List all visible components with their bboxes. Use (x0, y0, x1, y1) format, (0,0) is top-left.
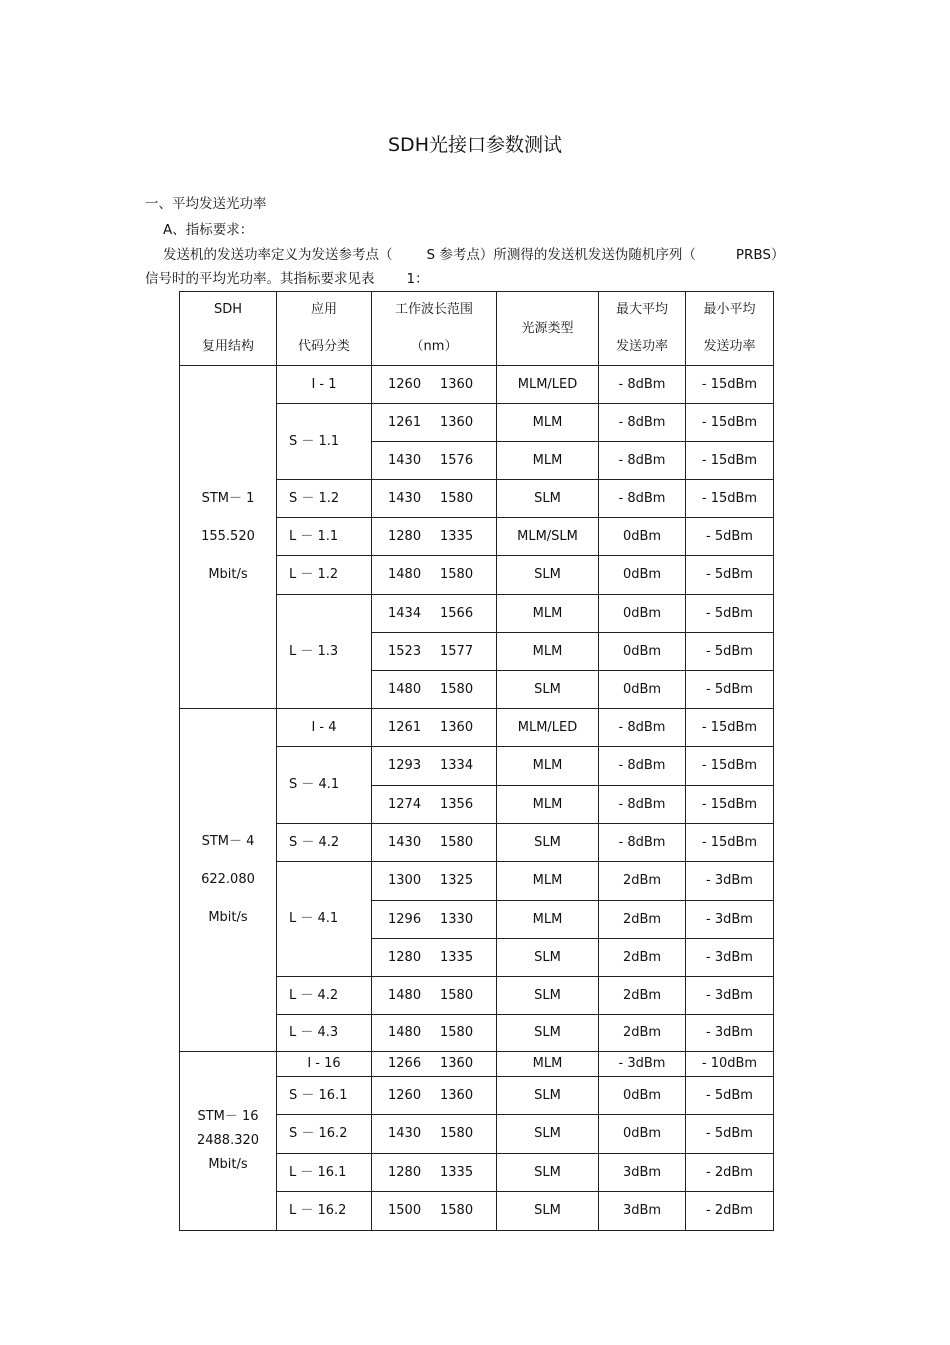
wavelength-cell (372, 633, 497, 671)
wavelength-range (372, 1087, 496, 1105)
wavelength-max: 1580 (440, 1025, 474, 1040)
max-power-cell: - 8dBm (599, 709, 686, 747)
wavelength-range (372, 1055, 496, 1073)
max-power-cell: - 3dBm (599, 1052, 686, 1077)
wavelength-max: 1356 (440, 796, 474, 812)
min-power-cell: - 2dBm (686, 1192, 774, 1231)
wavelength-min: 1280 (388, 1164, 422, 1180)
source-cell: SLM (497, 1192, 599, 1231)
header-text: 光源类型 (521, 320, 574, 336)
wavelength-min: 1274 (388, 796, 422, 812)
wavelength-range (372, 757, 496, 775)
subheading: A、指标要求： (163, 222, 254, 238)
table-ref: 1： (406, 271, 429, 287)
min-power-cell: - 10dBm (686, 1052, 774, 1077)
code-cell: L － 4.2 (277, 977, 372, 1015)
code-cell: L － 4.3 (277, 1015, 372, 1052)
wavelength-max: 1580 (440, 834, 474, 850)
source-cell: SLM (497, 556, 599, 595)
structure-text: STM－ 4 (201, 834, 255, 849)
paragraph-text: 信号时的平均光功率。其指标要求见表 (145, 271, 375, 287)
wavelength-range (372, 490, 496, 508)
max-power-cell: - 8dBm (599, 404, 686, 442)
wavelength-min: 1300 (388, 873, 422, 888)
header-text: 工作波长范围 (394, 302, 473, 317)
structure-cell (180, 366, 277, 709)
wavelength-range (372, 1202, 496, 1220)
source-cell: MLM (497, 404, 599, 442)
max-power-cell: 3dBm (599, 1192, 686, 1231)
wavelength-cell (372, 1192, 497, 1231)
wavelength-cell (372, 1077, 497, 1115)
wavelength-min: 1500 (388, 1203, 422, 1218)
wavelength-min: 1434 (388, 605, 422, 621)
max-power-cell: 0dBm (599, 1115, 686, 1154)
header-text: 代码分类 (297, 339, 350, 354)
max-power-cell: 2dBm (599, 977, 686, 1015)
header-cell (497, 292, 599, 366)
min-power-cell: - 15dBm (686, 366, 774, 404)
wavelength-min: 1280 (388, 528, 422, 544)
wavelength-min: 1430 (388, 490, 422, 506)
header-text: 复用结构 (201, 339, 254, 354)
wavelength-max: 1580 (440, 567, 474, 582)
wavelength-max: 1335 (440, 528, 474, 544)
code-cell: S － 1.1 (277, 404, 372, 480)
min-power-cell: - 2dBm (686, 1154, 774, 1192)
source-cell: MLM (497, 633, 599, 671)
wavelength-range (372, 605, 496, 623)
source-cell: MLM (497, 1052, 599, 1077)
structure-text: STM－ 16 (197, 1109, 259, 1124)
wavelength-range (372, 643, 496, 661)
wavelength-range (372, 987, 496, 1005)
source-cell: SLM (497, 1077, 599, 1115)
wavelength-cell (372, 404, 497, 442)
wavelength-max: 1360 (440, 1056, 474, 1071)
wavelength-range (372, 528, 496, 546)
source-cell: SLM (497, 824, 599, 862)
wavelength-cell (372, 824, 497, 862)
wavelength-range (372, 1024, 496, 1042)
code-cell: I - 16 (277, 1052, 372, 1077)
structure-cell (180, 1052, 277, 1231)
structure-text: 155.520 (201, 529, 255, 544)
header-cell (277, 292, 372, 366)
wavelength-min: 1430 (388, 452, 422, 468)
max-power-cell: 3dBm (599, 1154, 686, 1192)
wavelength-max: 1580 (440, 1203, 474, 1218)
wavelength-range (372, 566, 496, 584)
wavelength-cell (372, 518, 497, 556)
wavelength-cell (372, 747, 497, 786)
source-cell: SLM (497, 1154, 599, 1192)
wavelength-max: 1330 (440, 911, 474, 927)
header-text: 发送功率 (703, 339, 756, 354)
min-power-cell: - 15dBm (686, 442, 774, 480)
max-power-cell: - 8dBm (599, 442, 686, 480)
source-cell: MLM/LED (497, 709, 599, 747)
min-power-cell: - 15dBm (686, 747, 774, 786)
wavelength-cell (372, 366, 497, 404)
header-text: 应用 (310, 302, 337, 317)
wavelength-max: 1580 (440, 987, 474, 1003)
wavelength-max: 1580 (440, 490, 474, 506)
wavelength-cell (372, 480, 497, 518)
wavelength-max: 1334 (440, 758, 474, 773)
min-power-cell: - 5dBm (686, 671, 774, 709)
wavelength-min: 1280 (388, 949, 422, 965)
code-cell: L － 4.1 (277, 862, 372, 977)
wavelength-min: 1266 (388, 1056, 422, 1071)
header-text: 发送功率 (615, 339, 668, 354)
max-power-cell: 2dBm (599, 862, 686, 901)
wavelength-max: 1566 (440, 605, 474, 621)
wavelength-max: 1360 (440, 719, 474, 735)
wavelength-max: 1335 (440, 949, 474, 965)
wavelength-range (372, 834, 496, 852)
source-cell: MLM (497, 595, 599, 633)
section-heading: 一、平均发送光功率 (145, 196, 267, 212)
source-cell: MLM (497, 747, 599, 786)
wavelength-min: 1261 (388, 414, 422, 430)
header-cell (686, 292, 774, 366)
wavelength-min: 1293 (388, 758, 422, 773)
source-cell: SLM (497, 480, 599, 518)
paragraph-text: S 参考点）所测得的发送机发送伪随机序列（ (426, 247, 696, 263)
wavelength-max: 1576 (440, 452, 474, 468)
min-power-cell: - 15dBm (686, 480, 774, 518)
wavelength-max: 1580 (440, 681, 474, 697)
paragraph-text: PRBS） (735, 247, 785, 263)
header-cell (180, 292, 277, 366)
spec-table (179, 291, 774, 1231)
source-cell: MLM (497, 901, 599, 939)
wavelength-range (372, 681, 496, 699)
paragraph-line-1 (163, 243, 785, 263)
header-text: 最小平均 (703, 302, 756, 317)
min-power-cell: - 5dBm (686, 595, 774, 633)
wavelength-range (372, 1164, 496, 1182)
wavelength-min: 1430 (388, 834, 422, 850)
wavelength-range (372, 452, 496, 470)
min-power-cell: - 3dBm (686, 862, 774, 901)
wavelength-max: 1577 (440, 643, 474, 659)
wavelength-cell (372, 442, 497, 480)
source-cell: SLM (497, 671, 599, 709)
min-power-cell: - 15dBm (686, 824, 774, 862)
page-title: SDH光接口参数测试 (388, 134, 562, 156)
wavelength-max: 1580 (440, 1126, 474, 1141)
wavelength-cell (372, 556, 497, 595)
code-cell: I - 1 (277, 366, 372, 404)
table-row (180, 709, 774, 747)
structure-text: 622.080 (201, 872, 255, 887)
wavelength-range (372, 911, 496, 929)
wavelength-cell (372, 1052, 497, 1077)
max-power-cell: 0dBm (599, 1077, 686, 1115)
min-power-cell: - 15dBm (686, 404, 774, 442)
min-power-cell: - 15dBm (686, 709, 774, 747)
max-power-cell: 0dBm (599, 595, 686, 633)
source-cell: SLM (497, 1015, 599, 1052)
min-power-cell: - 3dBm (686, 939, 774, 977)
min-power-cell: - 5dBm (686, 518, 774, 556)
code-cell: I - 4 (277, 709, 372, 747)
min-power-cell: - 5dBm (686, 633, 774, 671)
wavelength-min: 1430 (388, 1126, 422, 1141)
wavelength-range (372, 949, 496, 967)
structure-text: STM－ 1 (201, 491, 255, 506)
paragraph-text: 发送机的发送功率定义为发送参考点（ (163, 247, 393, 263)
code-cell: S － 1.2 (277, 480, 372, 518)
min-power-cell: - 5dBm (686, 556, 774, 595)
max-power-cell: - 8dBm (599, 366, 686, 404)
wavelength-min: 1260 (388, 376, 422, 392)
code-cell: L － 1.3 (277, 595, 372, 709)
header-cell (372, 292, 497, 366)
wavelength-cell (372, 671, 497, 709)
min-power-cell: - 15dBm (686, 786, 774, 824)
min-power-cell: - 5dBm (686, 1077, 774, 1115)
header-text: 最大平均 (615, 302, 668, 317)
max-power-cell: 2dBm (599, 939, 686, 977)
wavelength-min: 1480 (388, 567, 422, 582)
source-cell: MLM (497, 786, 599, 824)
wavelength-range (372, 376, 496, 394)
wavelength-cell (372, 1015, 497, 1052)
source-cell: SLM (497, 939, 599, 977)
wavelength-min: 1480 (388, 1025, 422, 1040)
wavelength-cell (372, 862, 497, 901)
wavelength-max: 1335 (440, 1164, 474, 1180)
max-power-cell: - 8dBm (599, 786, 686, 824)
code-cell: S － 16.1 (277, 1077, 372, 1115)
code-cell: S － 16.2 (277, 1115, 372, 1154)
code-cell: L － 1.2 (277, 556, 372, 595)
wavelength-range (372, 1125, 496, 1143)
source-cell: MLM/LED (497, 366, 599, 404)
header-cell (599, 292, 686, 366)
wavelength-range (372, 414, 496, 432)
source-cell: MLM/SLM (497, 518, 599, 556)
header-text: SDH (213, 302, 243, 317)
structure-text: Mbit/s (208, 910, 248, 925)
source-cell: MLM (497, 442, 599, 480)
wavelength-cell (372, 786, 497, 824)
code-cell: S － 4.2 (277, 824, 372, 862)
wavelength-cell (372, 977, 497, 1015)
max-power-cell: 0dBm (599, 671, 686, 709)
wavelength-min: 1260 (388, 1087, 422, 1103)
source-cell: SLM (497, 977, 599, 1015)
min-power-cell: - 3dBm (686, 901, 774, 939)
wavelength-range (372, 719, 496, 737)
source-cell: SLM (497, 1115, 599, 1154)
table-row (180, 1052, 774, 1077)
max-power-cell: 2dBm (599, 901, 686, 939)
max-power-cell: - 8dBm (599, 747, 686, 786)
wavelength-min: 1296 (388, 911, 422, 927)
structure-cell (180, 709, 277, 1052)
wavelength-max: 1360 (440, 376, 474, 392)
min-power-cell: - 3dBm (686, 1015, 774, 1052)
wavelength-cell (372, 1115, 497, 1154)
max-power-cell: - 8dBm (599, 824, 686, 862)
wavelength-range (372, 796, 496, 814)
header-text: （nm） (410, 339, 458, 354)
code-cell: L － 1.1 (277, 518, 372, 556)
max-power-cell: - 8dBm (599, 480, 686, 518)
max-power-cell: 2dBm (599, 1015, 686, 1052)
wavelength-max: 1325 (440, 873, 474, 888)
code-cell: L － 16.2 (277, 1192, 372, 1231)
wavelength-cell (372, 901, 497, 939)
table-row (180, 366, 774, 404)
structure-text: Mbit/s (208, 1157, 248, 1172)
structure-text: Mbit/s (208, 567, 248, 582)
max-power-cell: 0dBm (599, 518, 686, 556)
source-cell: MLM (497, 862, 599, 901)
max-power-cell: 0dBm (599, 633, 686, 671)
wavelength-max: 1360 (440, 1087, 474, 1103)
wavelength-cell (372, 1154, 497, 1192)
wavelength-cell (372, 709, 497, 747)
min-power-cell: - 5dBm (686, 1115, 774, 1154)
paragraph-line-2 (145, 267, 429, 287)
wavelength-min: 1261 (388, 719, 422, 735)
code-cell: L － 16.1 (277, 1154, 372, 1192)
min-power-cell: - 3dBm (686, 977, 774, 1015)
wavelength-cell (372, 595, 497, 633)
max-power-cell: 0dBm (599, 556, 686, 595)
wavelength-cell (372, 939, 497, 977)
wavelength-min: 1480 (388, 987, 422, 1003)
wavelength-min: 1523 (388, 643, 422, 659)
wavelength-max: 1360 (440, 414, 474, 430)
wavelength-min: 1480 (388, 681, 422, 697)
structure-text: 2488.320 (196, 1133, 260, 1148)
table-header-row (180, 292, 774, 366)
code-cell: S － 4.1 (277, 747, 372, 824)
wavelength-range (372, 872, 496, 890)
